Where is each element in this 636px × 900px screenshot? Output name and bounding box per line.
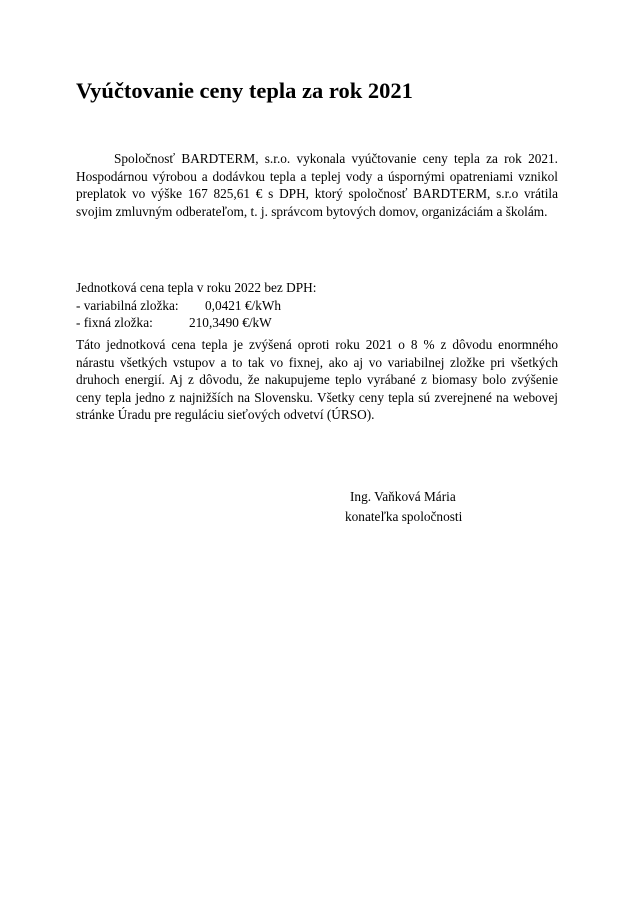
variable-component-row [76, 297, 376, 315]
unit-price-heading: Jednotková cena tepla v roku 2022 bez DPH: [76, 280, 317, 295]
signature-block [345, 487, 462, 526]
fixed-component-value: 210,3490 €/kW [189, 315, 272, 330]
signatory-name: Ing. Vaňková Mária [350, 489, 456, 504]
settlement-paragraph: Spoločnosť BARDTERM, s.r.o. vykonala vyúčtovanie ceny tepla za rok 2021. Hospodárnou výrobou a dodávkou tepla a teplej vody a úspornými opatreniami vznikol preplatok vo výške 167 825,61 € s DPH, ktorý spoločnosť BARDTERM, s.r.o vrátila svojim zmluvným odberateľom, t. j. správcom bytových domov, organizáciám a školám. [76, 151, 558, 219]
fixed-component-label: - fixná zložka: [76, 315, 153, 330]
variable-component-label: - variabilná zložka: [76, 297, 179, 313]
variable-component-value: 0,0421 €/kWh [205, 297, 282, 313]
document-title: Vyúčtovanie ceny tepla za rok 2021 [76, 78, 413, 103]
unit-price-block [76, 279, 376, 332]
fixed-component-row [76, 314, 376, 332]
signatory-role: konateľka spoločnosti [345, 508, 463, 524]
price-increase-paragraph: Táto jednotková cena tepla je zvýšená oproti roku 2021 o 8 % z dôvodu enormného nárastu všetkých vstupov a to tak vo fixnej, ako aj vo variabilnej zložke pri všetkých druhoch energií. Aj z dôvodu, že nakupujeme teplo vyrábané z biomasy bolo zvýšenie ceny tepla jedno z najnižších na Slovensku. Všetky ceny tepla sú zverejnené na webovej stránke Úradu pre reguláciu sieťových odvetví (ÚRSO). [76, 337, 558, 422]
